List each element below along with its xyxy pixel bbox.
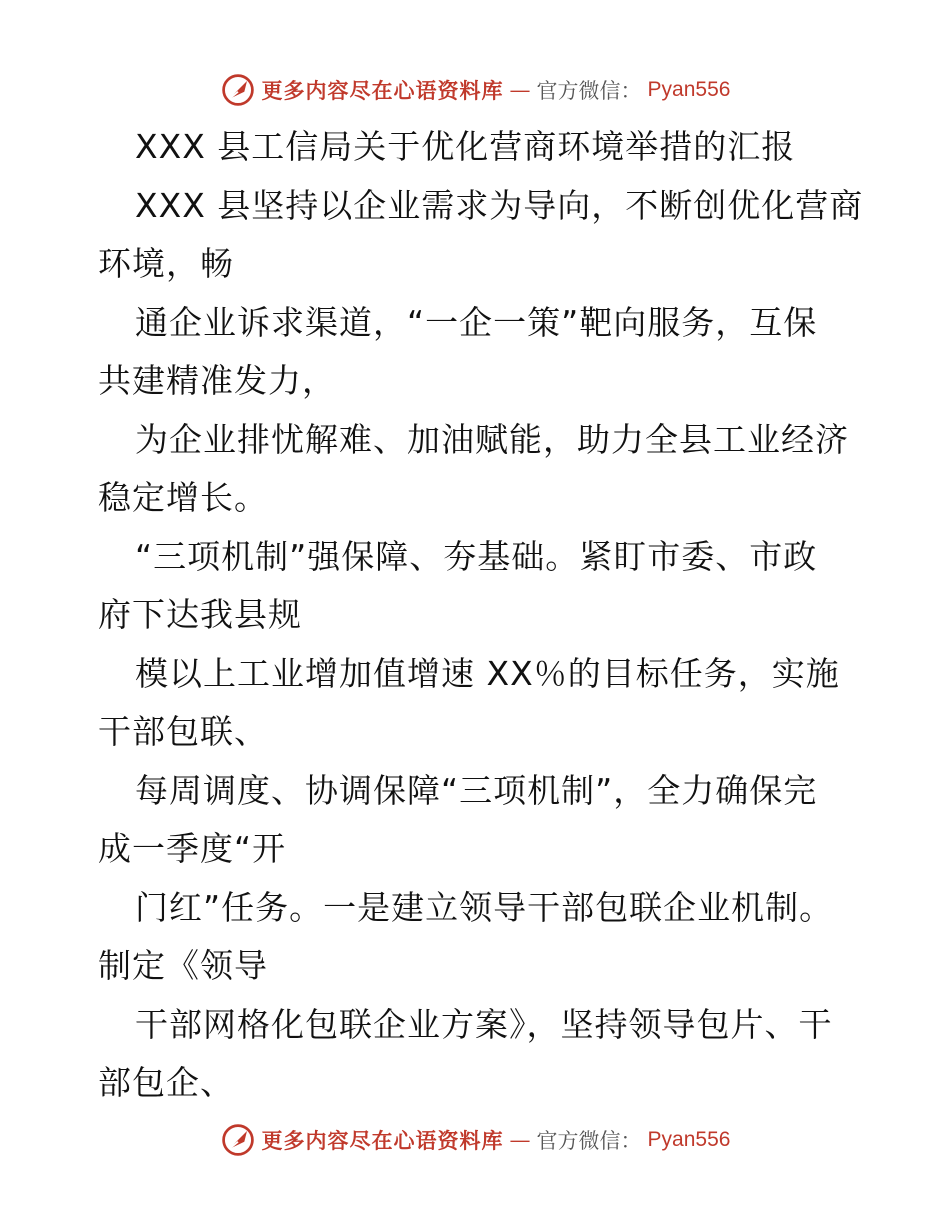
document-body: [98, 118, 878, 1113]
banner-dash: —: [509, 1128, 531, 1152]
text-line: 干部包联、: [98, 712, 268, 751]
quill-logo-icon: [220, 1122, 256, 1158]
text-line: 模以上工业增加值增速 XX％的目标任务，实施: [135, 653, 840, 693]
text-line: 制定《领导: [98, 946, 268, 985]
text-line: 部包企、: [98, 1063, 234, 1102]
banner-site-text: 更多内容尽在心语资料库: [261, 78, 504, 103]
banner-wechat-id: Pyan556: [647, 1128, 731, 1151]
text-line: XXX 县工信局关于优化营商环境举措的汇报: [135, 127, 796, 166]
text-line: “三项机制”强保障、夯基础。紧盯市委、市政: [135, 536, 818, 576]
text-line: 通企业诉求渠道，“一企一策”靶向服务，互保: [135, 302, 818, 342]
text-line: 环境，畅: [98, 244, 234, 283]
banner-wechat-label: 官方微信：: [536, 79, 642, 103]
text-line: 干部网格化包联企业方案》，坚持领导包片、干: [135, 1004, 833, 1044]
text-line: 为企业排忧解难、加油赋能，助力全县工业经济: [135, 419, 849, 459]
text-line: XXX 县坚持以企业需求为导向，不断创优化营商: [135, 185, 864, 225]
text-line: 府下达我县规: [98, 595, 302, 634]
banner-dash: —: [509, 78, 531, 102]
banner-wechat-id: Pyan556: [647, 78, 731, 101]
text-line: 每周调度、协调保障“三项机制”，全力确保完: [135, 770, 818, 810]
quill-logo-icon: [220, 72, 256, 108]
banner-site-text: 更多内容尽在心语资料库: [261, 1128, 504, 1153]
text-line: 共建精准发力，: [98, 361, 336, 400]
footer-banner: [0, 1120, 950, 1160]
text-line: 成一季度“开: [98, 829, 287, 868]
header-banner: [0, 70, 950, 110]
text-line: 稳定增长。: [98, 478, 268, 517]
text-line: 门红”任务。一是建立领导干部包联企业机制。: [135, 887, 834, 927]
banner-wechat-label: 官方微信：: [536, 1129, 642, 1153]
